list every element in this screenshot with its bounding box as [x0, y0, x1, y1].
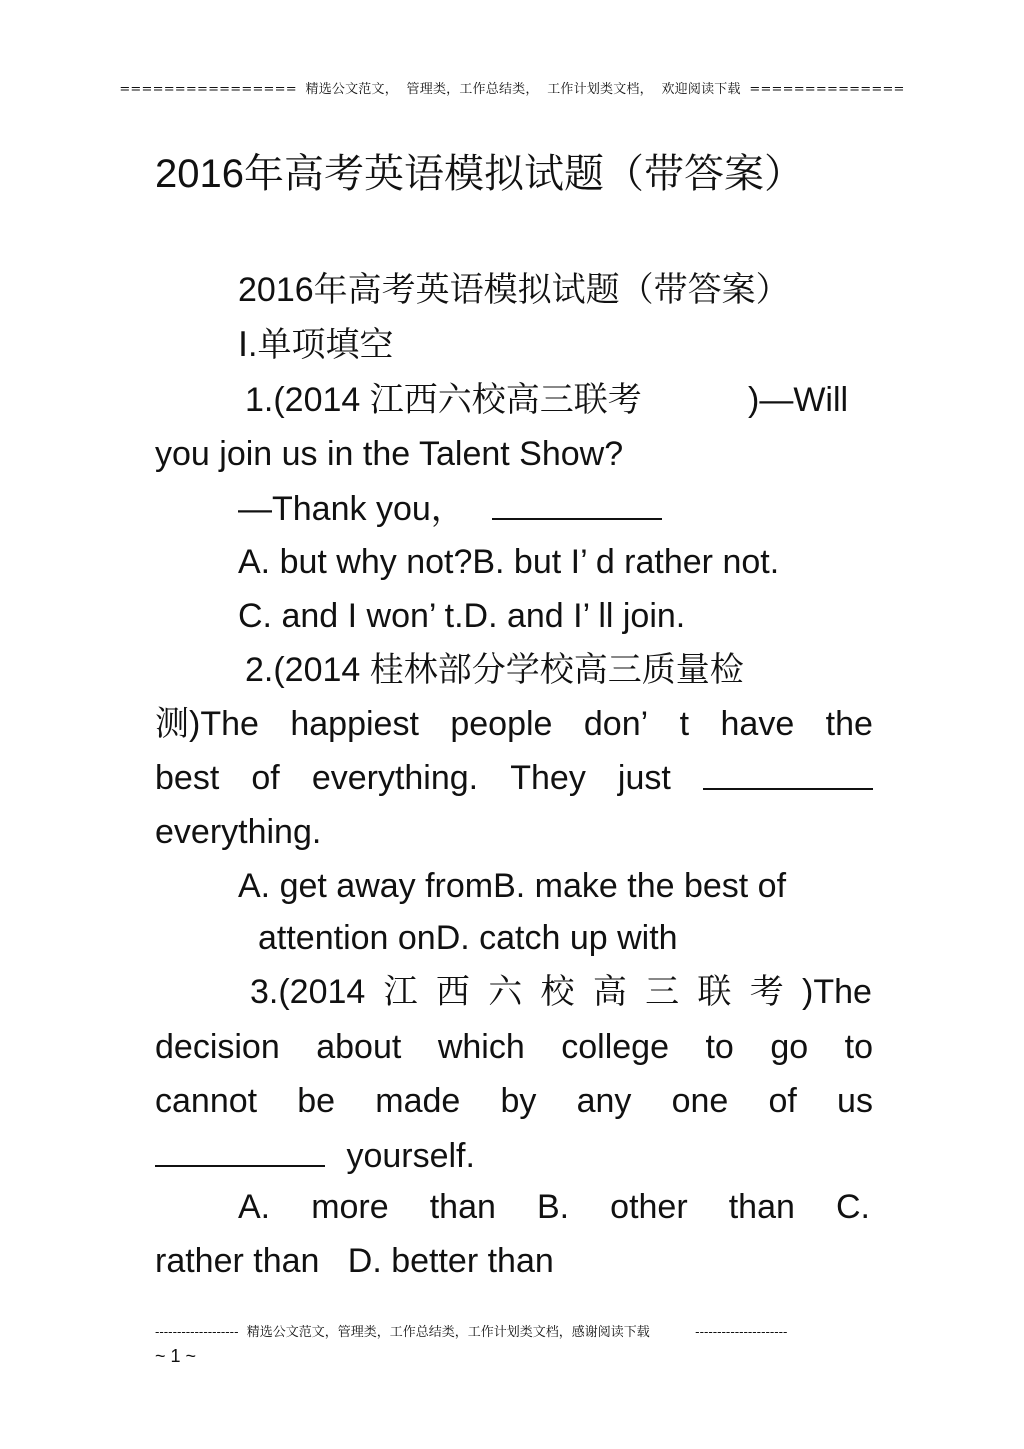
word: 测)The [155, 705, 259, 743]
word: A. [238, 1188, 271, 1226]
word: They [510, 759, 586, 797]
word: everything. [311, 759, 479, 797]
q3-line1 [250, 972, 872, 1012]
section-heading: Ⅰ.单项填空 [238, 326, 394, 364]
q3-options-line2: rather than D. better than [155, 1242, 554, 1280]
word: cannot [155, 1082, 258, 1120]
word: 联 [697, 973, 732, 1011]
word: 高 [592, 973, 627, 1011]
subtitle: 2016年高考英语模拟试题（带答案） [238, 271, 790, 309]
word: don’ [583, 705, 649, 743]
answer-blank [703, 758, 873, 790]
word: college [561, 1028, 669, 1066]
page-header: ================ 精选公文范文， 管理类，工作总结类， 工作计划类文档， 欢迎阅读下载 ============== [119, 82, 905, 97]
document-title: 2016年高考英语模拟试题（带答案） [155, 152, 804, 196]
q2-line1: 2.(2014 桂林部分学校高三质量检 [245, 651, 744, 689]
q3-line4 [155, 1135, 475, 1176]
q1-prompt: —Thank you， [238, 490, 465, 528]
word: happiest [290, 705, 419, 743]
word: t [679, 705, 690, 743]
word: us [837, 1082, 873, 1120]
word: 校 [540, 973, 575, 1011]
word: 考 [749, 973, 784, 1011]
word: just [617, 759, 671, 797]
word: than [728, 1188, 795, 1226]
word: B. [536, 1188, 570, 1226]
q3-line4-text: yourself. [346, 1137, 475, 1175]
word: decision [155, 1028, 280, 1066]
q1-options-cd: C. and I won’ t.D. and I’ ll join. [238, 597, 686, 635]
word: one [671, 1082, 729, 1120]
word: 西 [435, 973, 470, 1011]
word: other [610, 1188, 688, 1226]
q2-options-cd: attention onD. catch up with [258, 919, 678, 957]
word: any [576, 1082, 632, 1120]
word: best [155, 759, 220, 797]
q1-line2: you join us in the Talent Show? [155, 435, 624, 473]
word: which [437, 1028, 525, 1066]
q1-options-ab: A. but why not?B. but I’ d rather not. [238, 543, 780, 581]
q2-line2 [155, 704, 873, 744]
word: go [770, 1028, 809, 1066]
word: about [316, 1028, 402, 1066]
word: )The [802, 973, 872, 1011]
word: 江 [383, 973, 418, 1011]
page-number: ~ 1 ~ [155, 1346, 197, 1366]
word: made [375, 1082, 461, 1120]
answer-blank [155, 1135, 325, 1167]
word: to [844, 1028, 873, 1066]
word: by [500, 1082, 537, 1120]
word: than [429, 1188, 496, 1226]
q3-line3 [155, 1081, 873, 1121]
word: the [825, 705, 873, 743]
q3-line2 [155, 1027, 873, 1067]
q1-line3 [238, 488, 662, 529]
q2-line3 [155, 758, 873, 798]
word: of [251, 759, 280, 797]
q2-options-ab: A. get away fromB. make the best of [238, 867, 787, 905]
q1-line1-left: 1.(2014 江西六校高三联考 [245, 381, 642, 419]
word: 三 [645, 973, 680, 1011]
word: to [705, 1028, 734, 1066]
word: people [450, 705, 553, 743]
word: 3.(2014 [250, 973, 366, 1011]
word: 六 [488, 973, 523, 1011]
word: C. [835, 1188, 870, 1226]
word: more [311, 1188, 389, 1226]
page-footer: ------------------- 精选公文范文，管理类，工作总结类，工作计划类文档，感谢阅读下载 --------------------- [155, 1325, 788, 1340]
q3-options-line [238, 1187, 870, 1227]
q2-line4: everything. [155, 813, 322, 851]
word: be [297, 1082, 336, 1120]
word: of [768, 1082, 797, 1120]
answer-blank [492, 488, 662, 520]
word: have [720, 705, 795, 743]
q1-line1-right: )—Will [748, 381, 849, 419]
